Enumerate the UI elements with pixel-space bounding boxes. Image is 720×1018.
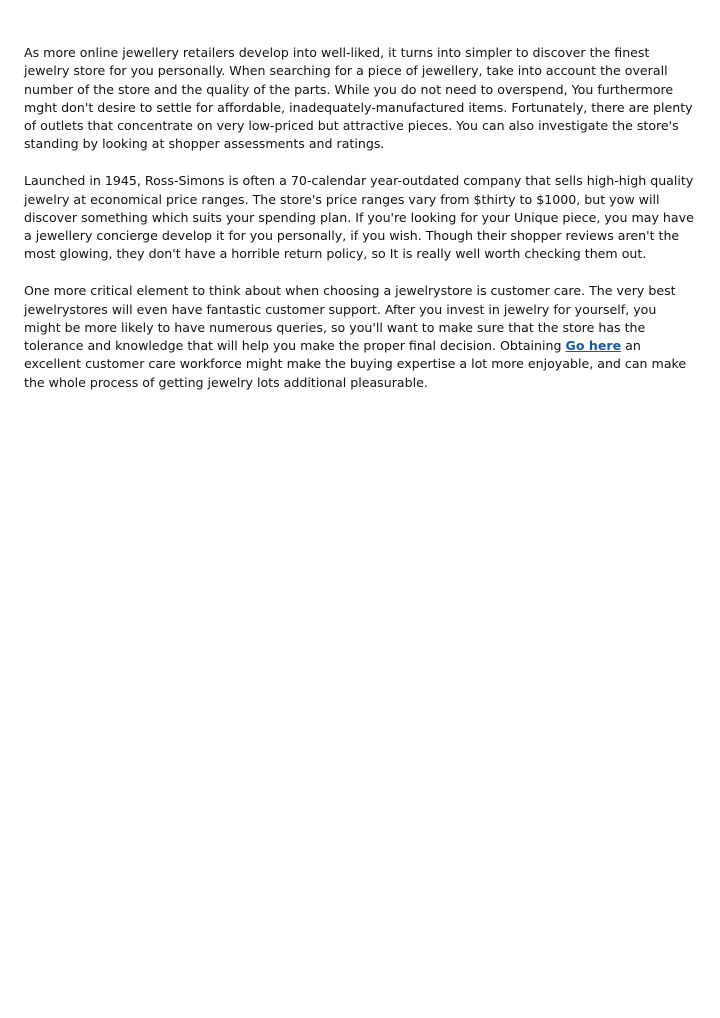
document-body [24,44,696,411]
go-here-link[interactable]: Go here [565,338,622,354]
paragraph-text-after-link: an excellent customer care workforce might make the buying expertise a lot more enjoyable, and can make the whole process of getting jewelry lots additional pleasurable. [24,338,687,390]
paragraph-online-retailers: As more online jewellery retailers develop into well-liked, it turns into simpler to discover the finest jewelry store for you personally. When searching for a piece of jewellery, take into account the overall number of the store and the quality of the parts. While you do not need to overspend, You furthermore mght don't desire to settle for affordable, inadequately-manufactured items. Fortunately, there are plenty of outlets that concentrate on very low-priced but attractive pieces. You can also investigate the store's standing by looking at shopper assessments and ratings. [24,45,693,152]
paragraph-ross-simons: Launched in 1945, Ross-Simons is often a 70-calendar year-outdated company that sells high-high quality jewelry at economical price ranges. The store's price ranges vary from $thirty to $1000, but yow will discover something which suits your spending plan. If you're looking for your Unique piece, you may have a jewellery concierge develop it for you personally, if you wish. Though their shopper reviews aren't the most glowing, they don't have a horrible return policy, so It is really well worth checking them out. [24,173,694,262]
paragraph-customer-care [24,282,696,392]
paragraph-text-before-link: One more critical element to think about when choosing a jewelrystore is customer care. The very best jewelrystores will even have fantastic customer support. After you invest in jewelry for yourself, you might be more likely to have numerous queries, so you'll want to make sure that the store has the tolerance and knowledge that will help you make the proper final decision. Obtaining [24,283,676,354]
